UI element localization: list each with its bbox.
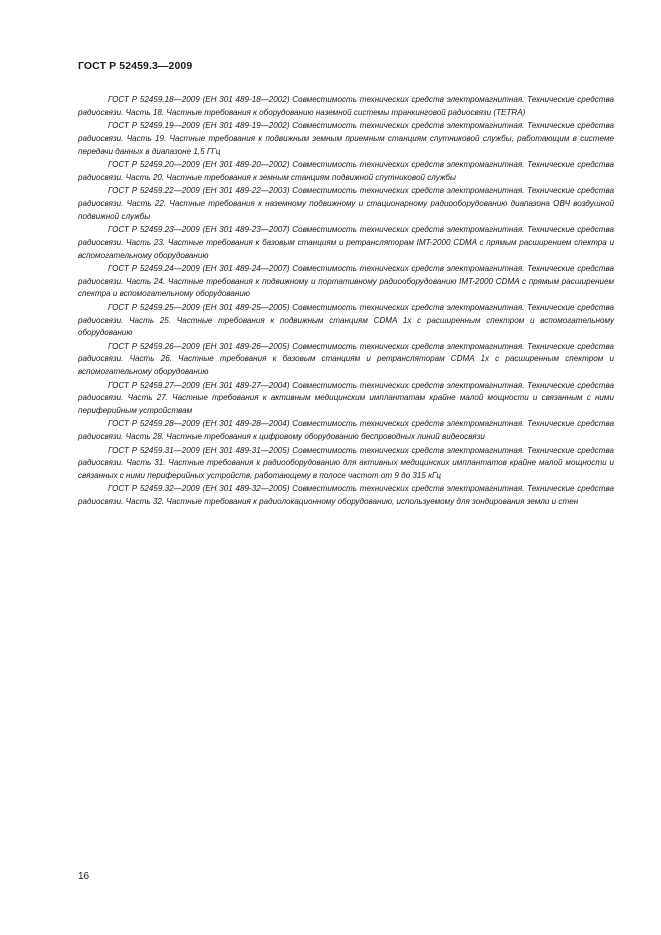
reference-item: ГОСТ Р 52459.31—2009 (ЕН 301 489-31—2005) Совместимость технических средств электромагнитная. Технические средства радиосвязи. Часть 31. Частные требования к радиооборудованию для активных медицинских имплантатов крайне малой мощности и связанных с ними периферийных устройств, работающему в полосе частот от 9 до 315 кГц [78,445,614,481]
reference-item: ГОСТ Р 52459.27—2009 (ЕН 301 489-27—2004) Совместимость технических средств электромагнитная. Технические средства радиосвязи. Часть 27. Частные требования к активным медицинским имплантатам крайне малой мощности и связанным с ними периферийным устройствам [78,380,614,416]
reference-item: ГОСТ Р 52459.28—2009 (ЕН 301 489-28—2004) Совместимость технических средств электромагнитная. Технические средства радиосвязи. Часть 28. Частные требования к цифровому оборудованию беспроводных линий видеосвязи [78,419,614,442]
reference-item: ГОСТ Р 52459.24—2009 (ЕН 301 489-24—2007) Совместимость технических средств электромагнитная. Технические средства радиосвязи. Часть 24. Частные требования к подвижному и портативному радиооборудованию IMT-2000 CDMA с прямым расширением спектра и вспомогательному оборудованию [78,263,614,299]
reference-item: ГОСТ Р 52459.18—2009 (ЕН 301 489-18—2002) Совместимость технических средств электромагнитная. Технические средства радиосвязи. Часть 18. Частные требования к оборудованию наземной системы транкинговой радиосвязи (TETRA) [78,95,614,117]
reference-item: ГОСТ Р 52459.25—2009 (ЕН 301 489-25—2005) Совместимость технических средств электромагнитная. Технические средства радиосвязи. Часть 25. Частные требования к подвижным станциям CDMA 1x с расширенным спектром и вспомогательному оборудованию [78,302,614,338]
references-list [78,94,614,510]
reference-item: ГОСТ Р 52459.20—2009 (ЕН 301 489-20—2002) Совместимость технических средств электромагнитная. Технические средства радиосвязи. Часть 20. Частные требования к земным станциям подвижной спутниковой службы [78,159,614,182]
reference-item: ГОСТ Р 52459.19—2009 (ЕН 301 489-19—2002) Совместимость технических средств электромагнитная. Технические средства радиосвязи. Часть 19. Частные требования к подвижным земным приемным станциям спутниковой службы, работающим в системе передачи данных в диапазоне 1,5 ГГц [78,121,614,156]
page-header: ГОСТ Р 52459.3—2009 [78,60,193,72]
reference-item: ГОСТ Р 52459.26—2009 (ЕН 301 489-26—2005) Совместимость технических средств электромагнитная. Технические средства радиосвязи. Часть 26. Частные требования к базовым станциям и ретрансляторам CDMA 1x с расширенным спектром и вспомогательному оборудованию [78,341,614,377]
reference-item: ГОСТ Р 52459.23—2009 (ЕН 301 489-23—2007) Совместимость технических средств электромагнитная. Технические средства радиосвязи. Часть 23. Частные требования к базовым станциям и ретрансляторам IMT-2000 CDMA с прямым расширением спектра и вспомогательному оборудованию [78,224,614,260]
reference-item: ГОСТ Р 52459.22—2009 (ЕН 301 489-22—2003) Совместимость технических средств электромагнитная. Технические средства радиосвязи. Часть 22. Частные требования к наземному подвижному и стационарному радиооборудованию диапазона ОВЧ воздушной подвижной службы [78,186,614,221]
reference-item: ГОСТ Р 52459.32—2009 (ЕН 301 489-32—2005) Совместимость технических средств электромагнитная. Технические средства радиосвязи. Часть 32. Частные требования к радиолокационному оборудованию, используемому для зондирования земли и стен [78,484,614,507]
page-number: 16 [78,871,90,882]
